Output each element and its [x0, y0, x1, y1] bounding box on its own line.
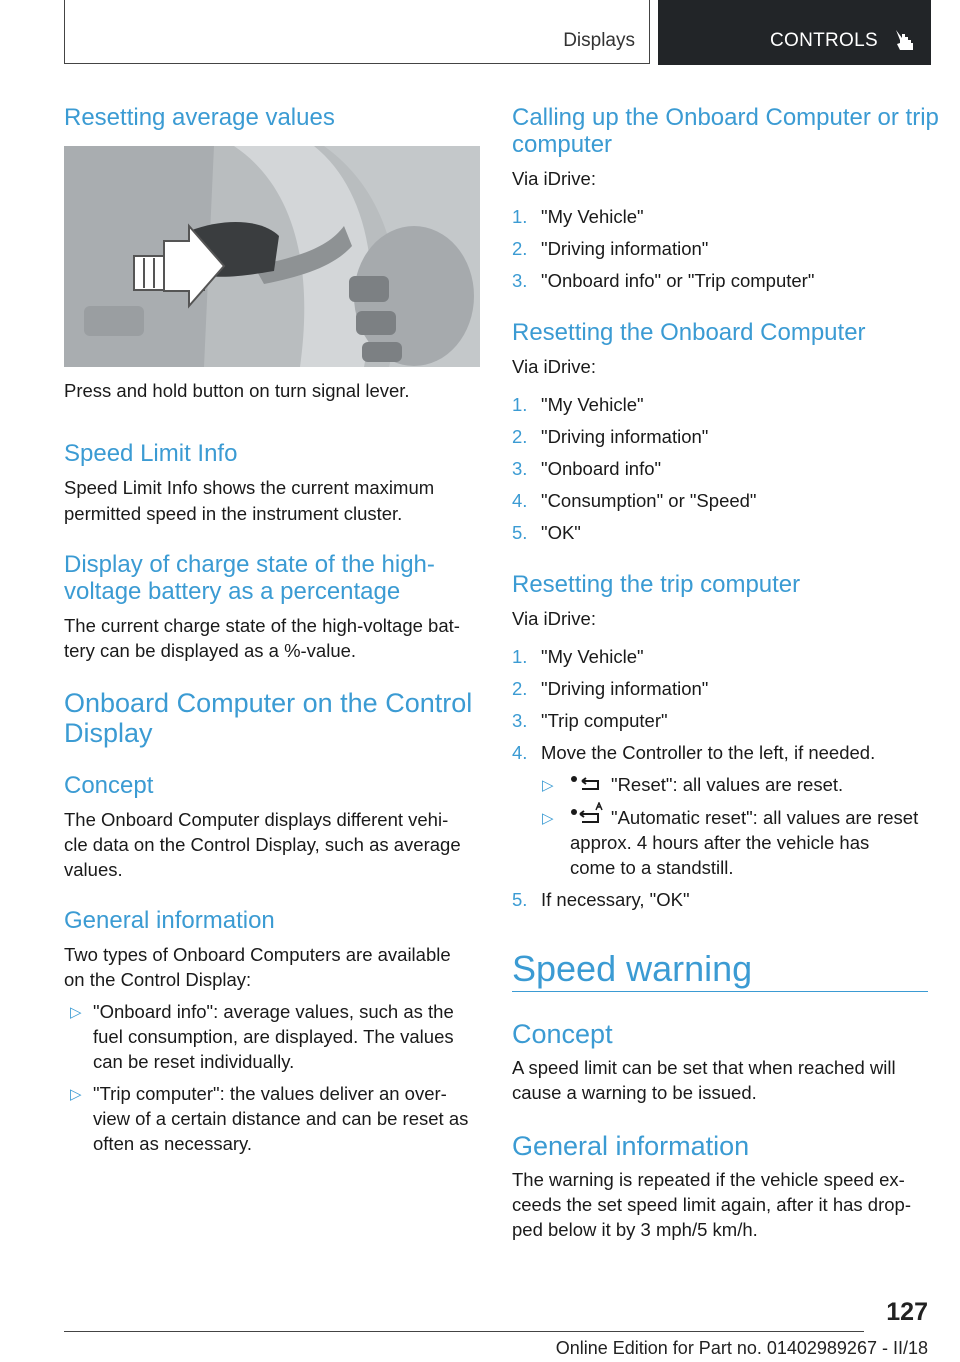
step-number: 3. — [512, 270, 528, 291]
reset-onboard-step-3: "Onboard info" — [541, 458, 662, 479]
reset-trip-step-4: Move the Controller to the left, if needed. — [541, 742, 876, 763]
bullet-trip-computer-2: view of a certain distance and can be reset as — [93, 1108, 469, 1129]
reset-onboard-step-1: "My Vehicle" — [541, 394, 644, 415]
heading-general-information: General information — [64, 907, 275, 934]
reset-onboard-step-5: "OK" — [541, 522, 581, 543]
speed-warning-concept-1: A speed limit can be set that when reached will — [512, 1057, 896, 1078]
speed-warning-general-1: The warning is repeated if the vehicle speed ex- — [512, 1169, 905, 1190]
speed-warning-general-2: ceeds the set speed limit again, after it has drop- — [512, 1194, 911, 1215]
calling-via-idrive: Via iDrive: — [512, 168, 596, 189]
heading-calling-up-1: Calling up the Onboard Computer or trip — [512, 104, 939, 131]
heading-charge-state-1: Display of charge state of the high- — [64, 551, 435, 578]
reset-trip-sub-auto-3: come to a standstill. — [570, 857, 734, 878]
reset-trip-via-idrive: Via iDrive: — [512, 608, 596, 629]
heading-onboard-computer-1: Onboard Computer on the Control — [64, 688, 473, 718]
calling-step-1: "My Vehicle" — [541, 206, 644, 227]
heading-resetting-average-values: Resetting average values — [64, 104, 335, 131]
step-number: 1. — [512, 646, 528, 667]
general-text-1: Two types of Onboard Computers are available — [64, 944, 451, 965]
header-chapter-title: CONTROLS — [770, 30, 878, 51]
heading-onboard-computer-2: Display — [64, 718, 153, 748]
reset-icon — [570, 775, 606, 793]
heading-concept: Concept — [64, 772, 154, 799]
calling-step-2: "Driving information" — [541, 238, 709, 259]
reset-trip-step-1: "My Vehicle" — [541, 646, 644, 667]
step-number: 1. — [512, 206, 528, 227]
automatic-reset-icon — [570, 802, 606, 824]
heading-resetting-onboard-computer: Resetting the Onboard Computer — [512, 319, 866, 346]
speed-warning-concept-2: cause a warning to be issued. — [512, 1082, 757, 1103]
turn-signal-lever-photo — [64, 146, 480, 367]
pointing-hand-icon — [894, 28, 916, 52]
bullet-trip-computer-1: "Trip computer": the values deliver an over- — [93, 1083, 447, 1104]
general-text-2: on the Control Display: — [64, 969, 252, 990]
reset-onboard-step-4: "Consumption" or "Speed" — [541, 490, 757, 511]
step-number: 4. — [512, 742, 528, 763]
step-number: 3. — [512, 710, 528, 731]
charge-text-1: The current charge state of the high-voltage bat- — [64, 615, 460, 636]
bullet-marker: ▷ — [542, 777, 554, 794]
heading-speed-warning-concept: Concept — [512, 1019, 613, 1049]
speed-warning-general-3: ped below it by 3 mph/5 km/h. — [512, 1219, 758, 1240]
step-number: 3. — [512, 458, 528, 479]
heading-speed-warning: Speed warning — [512, 948, 753, 989]
steering-column-illustration — [64, 146, 480, 367]
heading-speed-warning-general: General information — [512, 1131, 750, 1161]
bullet-marker: ▷ — [70, 1004, 82, 1021]
reset-trip-step-5: If necessary, "OK" — [541, 889, 690, 910]
bullet-onboard-info-2: fuel consumption, are displayed. The values — [93, 1026, 454, 1047]
reset-trip-sub-auto-2: approx. 4 hours after the vehicle has — [570, 832, 870, 853]
step-number: 4. — [512, 490, 528, 511]
bullet-marker: ▷ — [70, 1086, 82, 1103]
caption-press-hold: Press and hold button on turn signal lever. — [64, 380, 410, 401]
header-section-box — [64, 0, 650, 64]
page-number: 127 — [886, 1298, 928, 1326]
page-header — [64, 0, 931, 65]
step-number: 5. — [512, 522, 528, 543]
speed-limit-text-2: permitted speed in the instrument cluster. — [64, 503, 403, 524]
bullet-marker: ▷ — [542, 810, 554, 827]
reset-onboard-via-idrive: Via iDrive: — [512, 356, 596, 377]
bullet-onboard-info-3: can be reset individually. — [93, 1051, 295, 1072]
bullet-trip-computer-3: often as necessary. — [93, 1133, 253, 1154]
heading-calling-up-2: computer — [512, 131, 613, 158]
heading-speed-limit-info: Speed Limit Info — [64, 440, 238, 467]
reset-trip-sub-auto-1: "Automatic reset": all values are reset — [611, 807, 919, 828]
charge-text-2: tery can be displayed as a %-value. — [64, 640, 357, 661]
reset-trip-step-2: "Driving information" — [541, 678, 709, 699]
header-section-title: Displays — [563, 30, 635, 51]
calling-step-3: "Onboard info" or "Trip computer" — [541, 270, 815, 291]
reset-onboard-step-2: "Driving information" — [541, 426, 709, 447]
footer-edition: Online Edition for Part no. 01402989267 - II/18 — [555, 1338, 928, 1358]
speed-limit-text-1: Speed Limit Info shows the current maximum — [64, 477, 435, 498]
step-number: 2. — [512, 678, 528, 699]
reset-trip-sub-reset: "Reset": all values are reset. — [611, 774, 844, 795]
heading-rule — [512, 991, 928, 992]
footer-rule — [64, 1331, 864, 1332]
bullet-onboard-info-1: "Onboard info": average values, such as the — [93, 1001, 454, 1022]
step-number: 5. — [512, 889, 528, 910]
concept-text-3: values. — [64, 859, 123, 880]
step-number: 1. — [512, 394, 528, 415]
step-number: 2. — [512, 238, 528, 259]
concept-text-2: cle data on the Control Display, such as average — [64, 834, 461, 855]
heading-charge-state-2: voltage battery as a percentage — [64, 578, 401, 605]
header-chapter-box — [658, 0, 931, 65]
concept-text-1: The Onboard Computer displays different vehi- — [64, 809, 449, 830]
reset-trip-step-3: "Trip computer" — [541, 710, 668, 731]
step-number: 2. — [512, 426, 528, 447]
heading-resetting-trip-computer: Resetting the trip computer — [512, 571, 801, 598]
